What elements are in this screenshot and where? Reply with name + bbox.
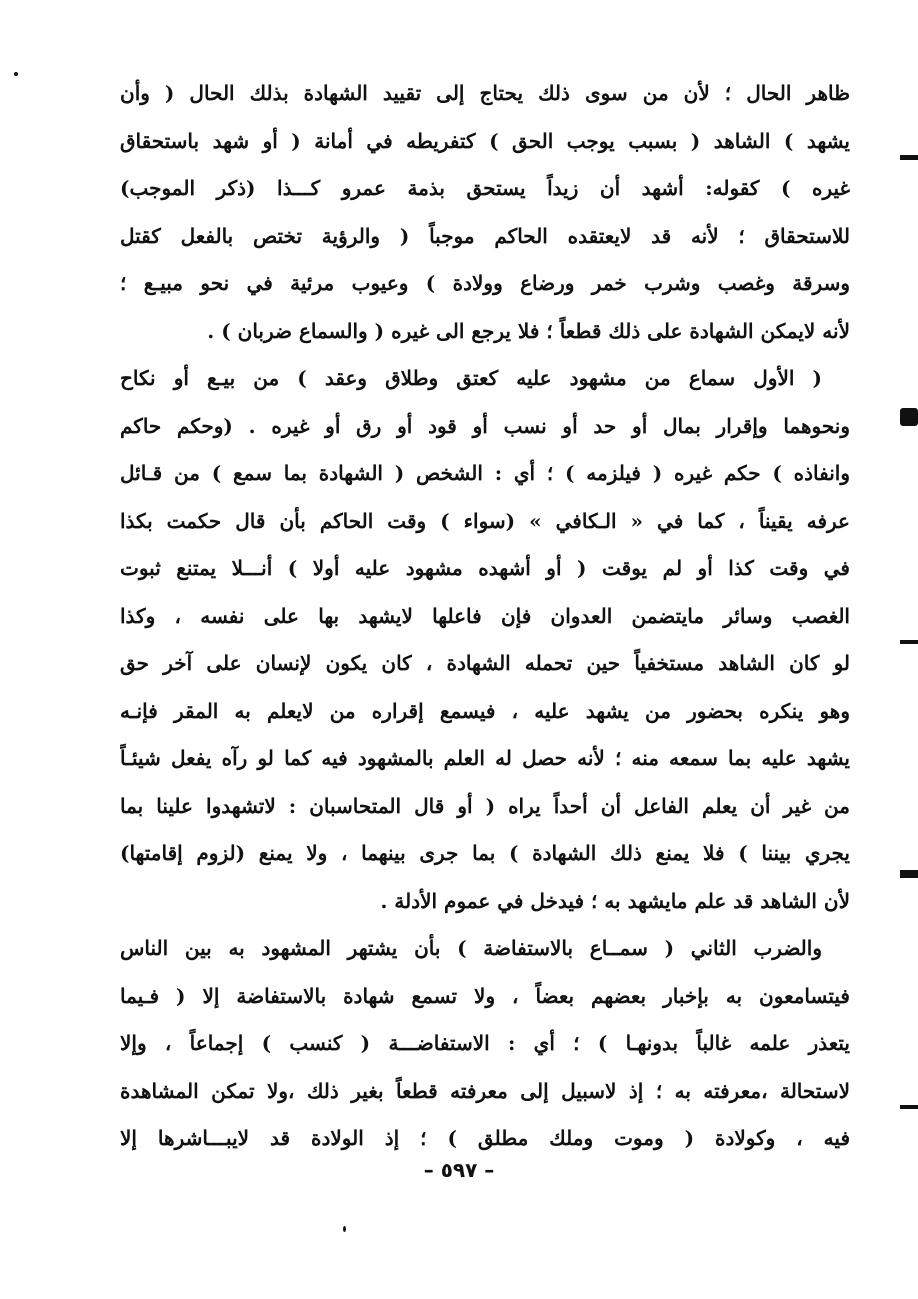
text-line: ونحوهما وإقرار بمال أو حد أو نسب أو قود أو رق أو غيره . (وحكم حاكم	[120, 413, 850, 438]
text-line: والضرب الثاني ( سمــاع بالاستفاضة ) بأن يشتهر المشهود به بين الناس	[120, 936, 822, 960]
text-line: وانفاذه ) حكم غيره ( فيلزمه ) ؛ أي : الشخص ( الشهادة بما سمع ) من قـائل	[120, 461, 850, 485]
text-line: لأن الشاهد قد علم مايشهد به ؛ فيدخل في عموم الأدلة .	[380, 888, 850, 913]
page-number: – ٥٩٧ –	[423, 1158, 495, 1182]
body-text	[120, 70, 850, 1163]
text-line: فيه ، وكولادة ( وموت وملك مطلق ) ؛ إذ الولادة قد لايبـــاشرها إلا	[120, 1126, 850, 1150]
text-line: غيره ) كقوله: أشهد أن زيداً يستحق بذمة عمرو كـــذا (ذكر الموجب)	[120, 176, 850, 200]
margin-mark	[900, 870, 918, 878]
text-line: يتعذر علمه غالباً بدونهـا ) ؛ أي : الاستفاضـــة ( كنسب ) إجماعاً ، وإلا	[120, 1031, 850, 1055]
margin-mark	[343, 1226, 346, 1232]
text-line: لأنه لايمكن الشهادة على ذلك قطعاً ؛ فلا يرجع الى غيره ( والسماع ضربان ) .	[207, 318, 850, 343]
text-line: الغصب وسائر مايتضمن العدوان فإن فاعلها لايشهد بها على نفسه ، وكذا	[120, 603, 850, 628]
margin-mark	[900, 408, 918, 426]
text-line: للاستحقاق ؛ لأنه قد لايعتقده الحاكم موجباً ( والرؤية تختص بالفعل كقتل	[120, 223, 850, 248]
text-line: في وقت كذا أو لم يوقت ( أو أشهده مشهود عليه أولا ) أنـــلا يمتنع ثبوت	[120, 556, 850, 580]
margin-mark	[900, 155, 918, 160]
text-line: ظاهر الحال ؛ لأن من سوى ذلك يحتاج إلى تقييد الشهادة بذلك الحال ( وأن	[120, 81, 850, 105]
text-line: يشهد ) الشاهد ( بسبب يوجب الحق ) كتفريطه في أمانة ( أو شهد باستحقاق	[120, 128, 850, 153]
text-line: عرفه يقيناً ، كما في « الـكافي » (سواء ) وقت الحاكم بأن قال حكمت بكذا	[120, 508, 850, 533]
text-line: من غير أن يعلم الفاعل أن أحداً يراه ( أو قال المتحاسبان : لاتشهدوا علينا بما	[120, 793, 850, 818]
text-line: يشهد عليه بما سمعه منه ؛ لأنه حصل له العلم بالمشهود فيه كما لو رآه يفعل شيئـاً	[120, 746, 850, 770]
margin-mark	[14, 72, 18, 76]
text-line: ( الأول سماع من مشهود عليه كعتق وطلاق وعقد ) من بيـع أو نكاح	[120, 366, 822, 390]
text-line: فيتسامعون به بإخبار بعضهم بعضاً ، ولا تسمع شهادة بالاستفاضة إلا ( فـيما	[120, 983, 850, 1008]
text-line: لو كان الشاهد مستخفياً حين تحمله الشهادة ، كان يكون لإنسان على آخر حق	[120, 651, 850, 675]
text-line: لاستحالة ،معرفته به ؛ إذ لاسبيل إلى معرفته قطعاً بغير ذلك ،ولا تمكن المشاهدة	[120, 1078, 850, 1103]
text-line: وهو ينكره بحضور من يشهد عليه ، فيسمع إقراره من لايعلم به المقر فإنـه	[120, 698, 850, 723]
margin-mark	[900, 640, 918, 644]
text-line: وسرقة وغصب وشرب خمر ورضاع وولادة ) وعيوب مرئية في نحو مبيـع ؛	[120, 271, 850, 295]
text-line: يجري بيننا ) فلا يمنع ذلك الشهادة ) بما جرى بينهما ، ولا يمنع (لزوم إقامتها)	[120, 841, 850, 865]
margin-mark	[900, 1105, 918, 1109]
